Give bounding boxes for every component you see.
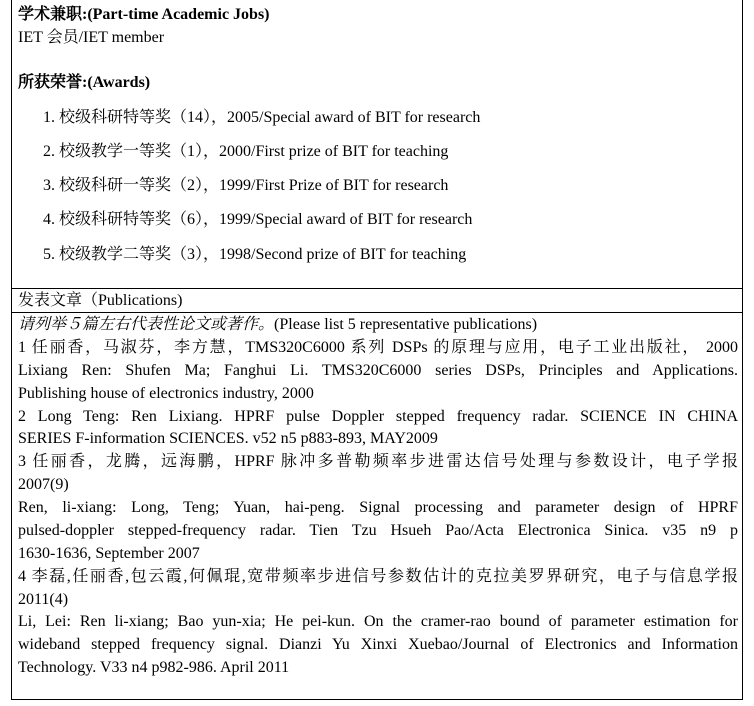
publication-line: pulsed-doppler stepped-frequency radar. Tien Tzu Hsueh Pao/Acta Electronica Sinica. v35 n9 p: [18, 522, 738, 539]
award-item: 4. 校级科研特等奖（6），1999/Special award of BIT for research: [43, 211, 473, 228]
instruction-cn: 请列举５篇左右代表性论文或著作。: [18, 316, 275, 333]
publication-line: Ren, li-xiang: Long, Teng; Yuan, hai-peng. Signal processing and parameter design of HPRF: [18, 499, 738, 516]
publication-line: Lixiang Ren: Shufen Ma; Fanghui Li. TMS320C6000 series DSPs, Principles and Applications.: [18, 362, 738, 379]
publication-line: 1630-1636, September 2007: [18, 545, 200, 562]
award-item: 2. 校级教学一等奖（1），2000/First prize of BIT for teaching: [43, 143, 449, 160]
publication-line: 3 任丽香，龙腾，远海鹏，HPRF 脉冲多普勒频率步进雷达信号处理与参数设计，电子学报: [18, 453, 738, 470]
publication-line: Li, Lei: Ren li-xiang; Bao yun-xia; He pei-kun. On the cramer-rao bound of parameter estimation for: [18, 613, 738, 630]
publications-heading: 发表文章（Publications): [18, 292, 183, 309]
publication-line: wideband stepped frequency signal. Dianzi Yu Xinxi Xuebao/Journal of Electronics and Information: [18, 636, 738, 653]
section-divider: [11, 312, 743, 313]
publications-instruction: [18, 314, 537, 336]
part-time-item: IET 会员/IET member: [18, 29, 165, 46]
publication-line: 2 Long Teng: Ren Lixiang. HPRF pulse Doppler stepped frequency radar. SCIENCE IN CHINA: [18, 408, 738, 425]
publication-line: 2011(4): [18, 591, 69, 608]
publication-line: Technology. V33 n4 p982-986. April 2011: [18, 659, 290, 676]
part-time-heading: 学术兼职:(Part-time Academic Jobs): [18, 6, 270, 23]
publication-line: SERIES F-information SCIENCES. v52 n5 p883-893, MAY2009: [18, 430, 438, 447]
instruction-en: (Please list 5 representative publications): [274, 316, 538, 333]
publication-line: 2007(9): [18, 476, 69, 493]
award-item: 1. 校级科研特等奖（14），2005/Special award of BIT for research: [43, 109, 481, 126]
award-item: 3. 校级科研一等奖（2），1999/First Prize of BIT for research: [43, 177, 449, 194]
award-item: 5. 校级教学二等奖（3），1998/Second prize of BIT for teaching: [43, 246, 467, 263]
publication-line: 4 李磊,任丽香,包云霞,何佩琨,宽带频率步进信号参数估计的克拉美罗界研究，电子与信息学报: [18, 568, 738, 585]
section-divider: [11, 288, 743, 289]
publication-line: 1 任丽香，马淑芬，李方慧，TMS320C6000 系列 DSPs 的原理与应用，电子工业出版社， 2000: [18, 339, 738, 356]
publication-line: Publishing house of electronics industry, 2000: [18, 385, 314, 402]
awards-heading: 所获荣誉:(Awards): [18, 74, 151, 91]
